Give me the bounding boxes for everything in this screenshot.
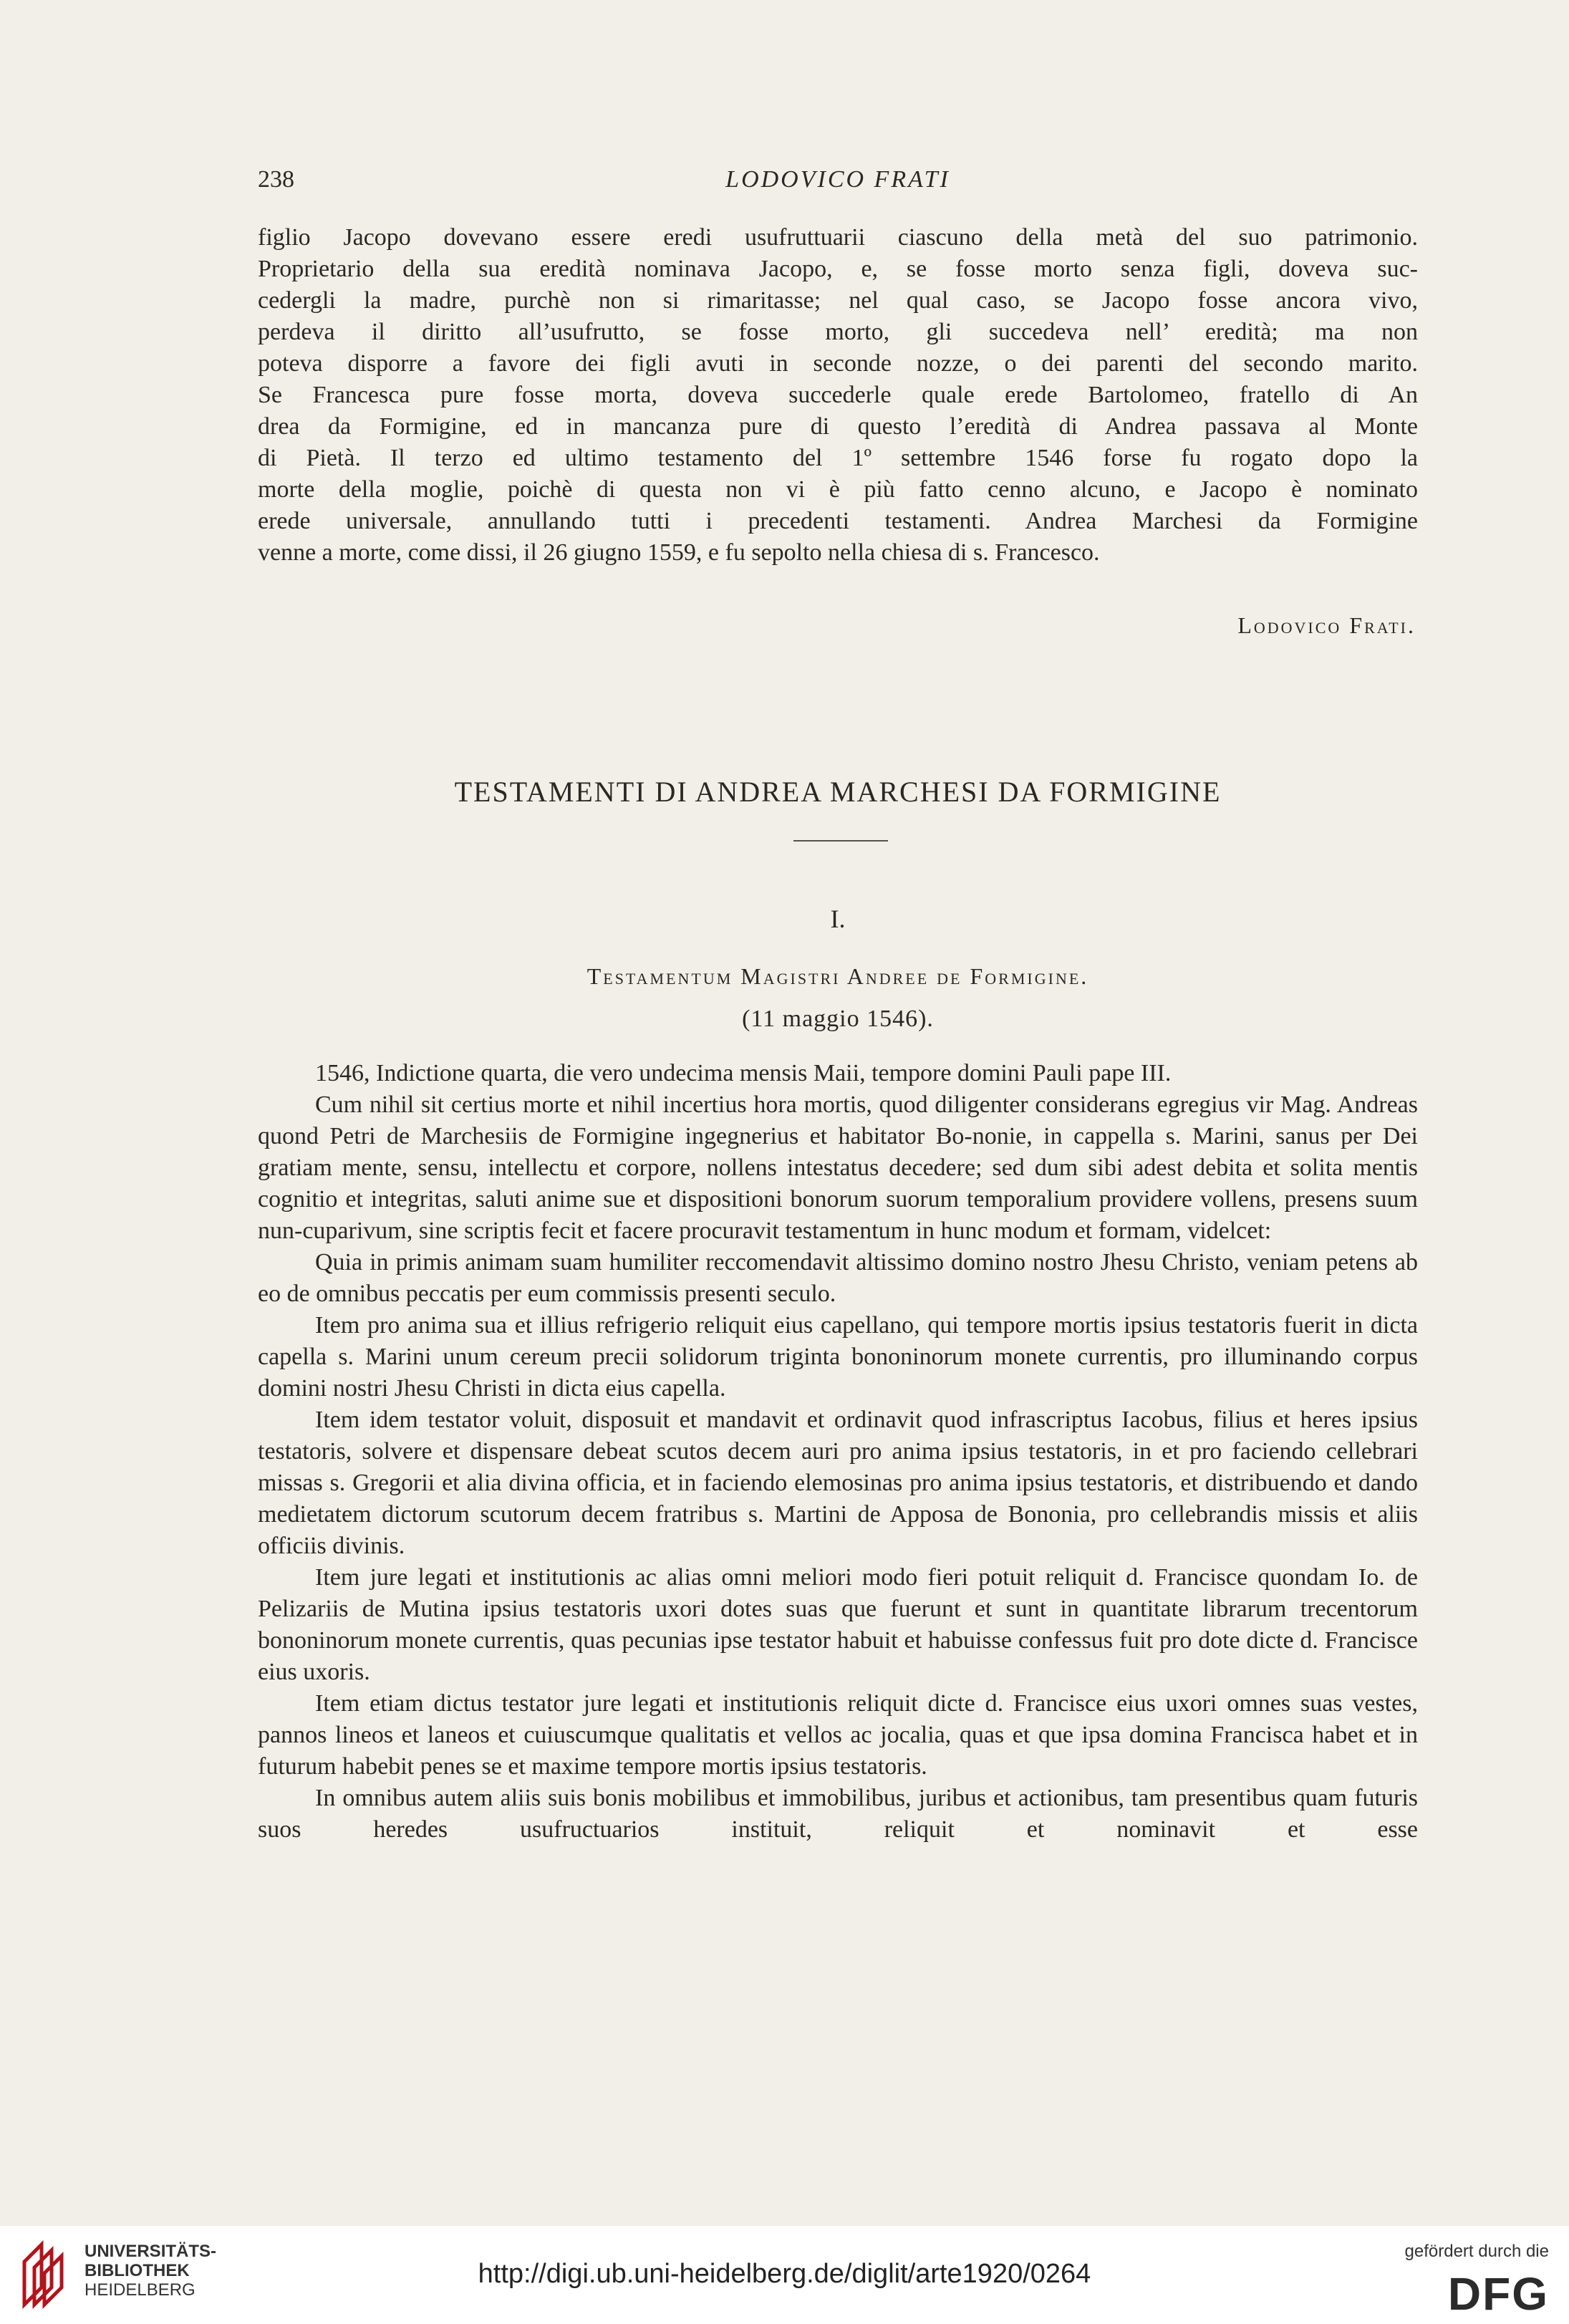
- intro-line: morte della moglie, poichè di questa non vi è più fatto cenno alcuno, e Jacopo è nominato: [258, 476, 1418, 503]
- body-paragraph: Cum nihil sit certius morte et nihil incertius hora mortis, quod diligenter considerans egregius vir Mag. Andreas quond Petri de Marchesiis de Formigine ingegnerius et habitator Bo-nonie, in cappella s. Marini, sanus per Dei gratiam mente, sensu, intellectu et corpore, nollens intestatus decedere; sed dum sibi adest debita et solita mentis cognitio et integritas, saluti anime sue et dispositioni bonorum suorum temporalium providere vollens, presens suum nun-cuparivum, sine scriptis fecit et facere procuravit testamentum in hunc modum et formam, videlcet:: [258, 1091, 1418, 1244]
- body-paragraph: Quia in primis animam suam humiliter reccomendavit altissimo domino nostro Jhesu Christo, veniam petens ab eo de omnibus peccatis per eum commissis presenti seculo.: [258, 1249, 1418, 1307]
- intro-paragraph: [258, 222, 1418, 569]
- section-title: TESTAMENTI DI ANDREA MARCHESI DA FORMIGINE: [454, 776, 1222, 808]
- body-paragraph: Item pro anima sua et illius refrigerio reliquit eius capellano, qui tempore mortis ipsius testatoris fuerit in dicta capella s. Marini unum cereum precii solidorum triginta bononinorum monete currentis, pro illuminando corpus domini nostri Jhesu Christi in dicta eius capella.: [258, 1312, 1418, 1402]
- signature: Lodovico Frati.: [1237, 612, 1416, 638]
- section-number: I.: [830, 905, 846, 933]
- intro-line: Se Francesca pure fosse morta, doveva succederle quale erede Bartolomeo, fratello di An: [258, 382, 1418, 408]
- intro-line: perdeva il diritto all’usufrutto, se fosse morto, gli succedeva nell’ eredità; ma non: [258, 319, 1418, 345]
- library-name-line: BIBLIOTHEK: [85, 2261, 190, 2280]
- library-name-line: UNIVERSITÄTS-: [85, 2242, 217, 2261]
- intro-line: di Pietà. Il terzo ed ultimo testamento del 1º settembre 1546 forse fu rogato dopo la: [258, 445, 1418, 471]
- intro-line: venne a morte, come dissi, il 26 giugno 1559, e fu sepolto nella chiesa di s. Francesco.: [258, 539, 1100, 566]
- body-paragraph: Item idem testator voluit, disposuit et mandavit et ordinavit quod infrascriptus Iacobus, filius et heres ipsius testatoris, solvere et dispensare debeat scutos decem auri pro anima ipsius testatoris, in et pro faciendo cellebrari missas s. Gregorii et alia divina officia, et in faciendo elemosinas pro anima ipsius testatoris, et distribuendo et dando medietatem dictorum scutorum decem fratribus s. Martini de Apposa de Bononia, pro cellebrandis missis et aliis officiis divinis.: [258, 1407, 1418, 1559]
- intro-line: Proprietario della sua eredità nominava Jacopo, e, se fosse morto senza figli, doveva suc-: [258, 256, 1418, 282]
- body-paragraph: In omnibus autem aliis suis bonis mobilibus et immobilibus, juribus et actionibus, tam presentibus quam futuris suos heredes usufructuarios instituit, reliquit et nominavit et esse: [258, 1785, 1418, 1843]
- body-paragraph: 1546, Indictione quarta, die vero undecima mensis Maii, tempore domini Pauli pape III.: [315, 1060, 1172, 1086]
- intro-line: figlio Jacopo dovevano essere eredi usufruttuarii ciascuno della metà del suo patrimonio.: [258, 224, 1418, 251]
- body-paragraph: Item jure legati et institutionis ac alias omni meliori modo fieri potuit reliquit d. Francisce quondam Io. de Pelizariis de Mutina ipsius testatoris uxori dotes suas que fuerunt et sunt in quantitate librarum trecentorum bononinorum monete currentis, quas pecunias ipse testator habuit et habuisse confessus fuit pro dote dicte d. Francisce eius uxoris.: [258, 1564, 1418, 1685]
- document-date: (11 maggio 1546).: [742, 1006, 934, 1032]
- document-title: Testamentum Magistri Andree de Formigine.: [586, 963, 1089, 989]
- viewer-footer: [0, 2226, 1569, 2324]
- library-name-line: HEIDELBERG: [85, 2280, 195, 2300]
- intro-line: poteva disporre a favore dei figli avuti in seconde nozze, o dei parenti del secondo marito.: [258, 350, 1418, 377]
- running-head-author: LODOVICO FRATI: [725, 166, 950, 193]
- permalink-url[interactable]: http://digi.ub.uni-heidelberg.de/diglit/arte1920/0264: [478, 2259, 1091, 2289]
- running-head: [258, 166, 1418, 202]
- body-paragraph: Item etiam dictus testator jure legati et institutionis reliquit dicte d. Francisce eius uxori omnes suas vestes, pannos lineos et laneos et cuiuscumque qualitatis et vellos ac jocalia, quas et que ipsa domina Francisca habet et in futurum habebit penes se et maxime tempore mortis ipsius testatoris.: [258, 1690, 1418, 1780]
- intro-line: erede universale, annullando tutti i precedenti testamenti. Andrea Marchesi da Formigine: [258, 508, 1418, 534]
- title-rule: [793, 840, 888, 842]
- page-number: 238: [258, 166, 294, 193]
- document-body: [258, 1058, 1418, 1846]
- dfg-logo: DFG: [1447, 2268, 1549, 2320]
- intro-line: cedergli la madre, purchè non si rimaritasse; nel qual caso, se Jacopo fosse ancora vivo,: [258, 287, 1418, 314]
- intro-line: drea da Formigine, ed in mancanza pure di questo l’eredità di Andrea passava al Monte: [258, 413, 1418, 440]
- funded-by-label: gefördert durch die: [1404, 2242, 1549, 2261]
